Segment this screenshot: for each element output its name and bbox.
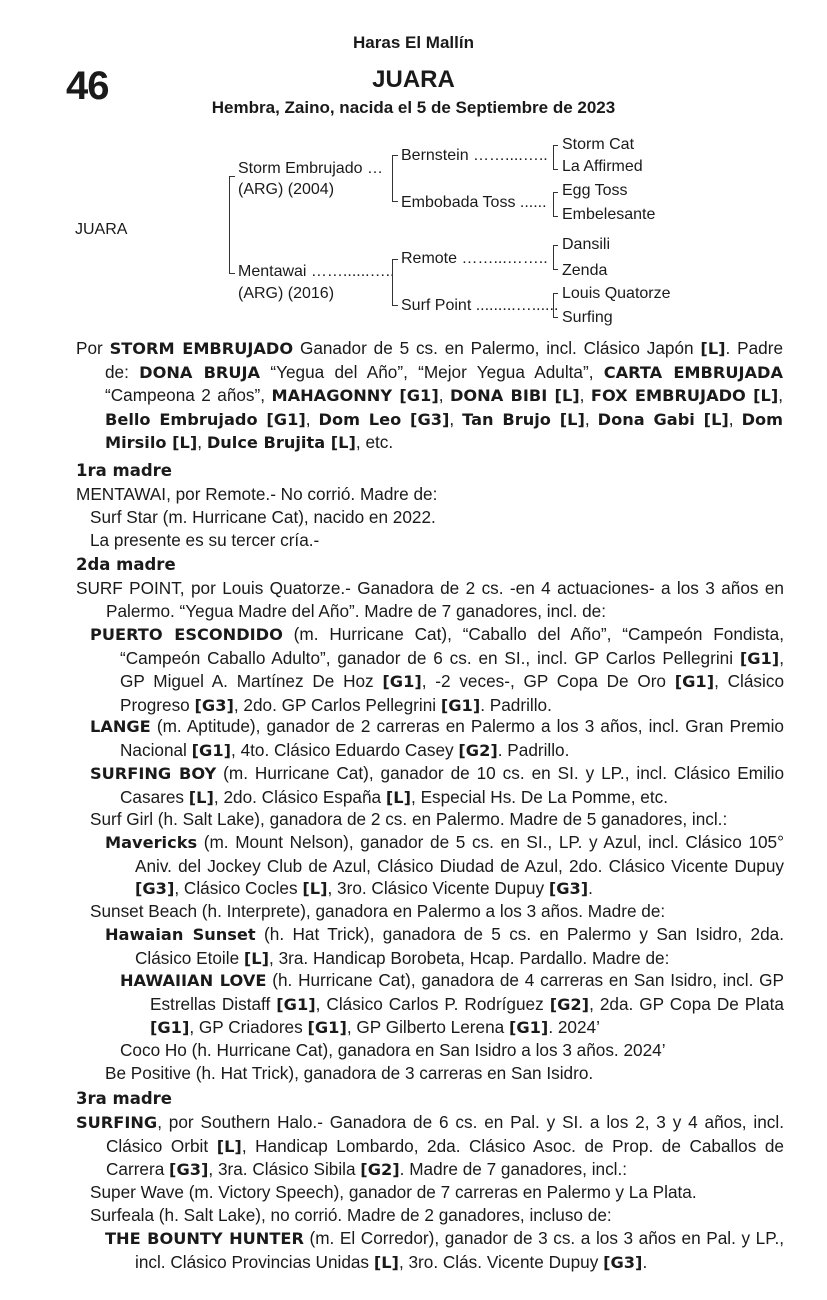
pedigree-tick [392,155,398,156]
text: “Campeona 2 años”, [105,385,272,406]
offspring: Dona Gabi [L] [597,409,729,429]
text: “Yegua del Año”, “Mejor Yegua Adulta”, [260,361,604,382]
first-dam-line: La presente es su tercer cría.- [90,530,320,550]
produce-entry: Super Wave (m. Victory Speech), ganador de 7 carreras en Palermo y La Plata. [90,1182,697,1202]
grade: [G3] [194,695,234,715]
sire-paragraph [76,337,783,455]
pedigree-dam-origin: (ARG) (2016) [238,285,335,302]
pedigree-tick [553,245,558,246]
grade: [G1] [382,672,422,692]
grade: [G2] [458,740,498,760]
pedigree-ddd: Surfing [562,309,613,326]
text: , [449,408,463,429]
grade: [G1] [674,672,715,692]
produce-entry [90,715,784,762]
produce-name: SURFING BOY [90,764,217,783]
pedigree-tick [553,145,558,146]
second-dam-intro: SURF POINT, por Louis Quatorze.- Ganadora de 2 cs. -en 4 actuaciones- a los 3 años en Palermo. “Yegua Madre del Año”. Madre de 7 ganadores, incl. de: [76,578,784,621]
text: . [588,878,593,899]
grade: [L] [216,1136,242,1156]
produce-entry: Be Positive (h. Hat Trick), ganadora de 3 carreras en San Isidro. [105,1063,594,1083]
grade: [G2] [549,994,590,1014]
pedigree-tick [392,259,398,260]
pedigree-dam: Mentawai ……......….. [238,263,395,280]
horse-description: Hembra, Zaino, nacida el 5 de Septiembre de 2023 [211,98,616,117]
grade: [L] [188,787,214,807]
grade: [G2] [360,1160,400,1180]
offspring: Dom Mirsilo [L] [105,409,783,453]
produce-entry: Surf Girl (h. Salt Lake), ganadora de 2 cs. en Palermo. Madre de 5 ganadores, incl.: [90,809,728,829]
grade: [G1] [276,994,316,1014]
produce-entry [105,1227,784,1274]
produce-name: LANGE [90,717,151,736]
pedigree-bracket [392,259,393,306]
pedigree-sire-dam: Embobada Toss ...... [401,194,547,211]
pedigree-tick [553,269,558,270]
grade: [G1] [508,1018,549,1038]
grade: [G3] [603,1252,643,1272]
text: , [197,432,207,453]
grade: [L] [700,339,726,358]
produce-entry [120,969,784,1040]
grade: [G3] [135,879,175,899]
offspring: MAHAGONNY [G1] [271,386,439,406]
first-dam-line: Surf Star (m. Hurricane Cat), nacido en 2022. [90,507,436,527]
produce-name: PUERTO ESCONDIDO [90,625,283,644]
produce-entry: Surfeala (h. Salt Lake), no corrió. Madre de 2 ganadores, incluso de: [90,1205,612,1225]
third-dam-entry [76,1111,784,1182]
grade: [G1] [150,1018,190,1038]
pedigree-tick [392,201,398,202]
grade: [G1] [739,648,780,668]
text: (m. Hurricane Cat), ganador de 10 cs. en SI. y LP., incl. Clásico Emilio Casares [120,763,785,807]
text: , Clásico Progreso [120,671,784,715]
produce-entry: Sunset Beach (h. Interprete), ganadora en Palermo a los 3 años. Madre de: [90,901,666,921]
text: . Padre de: [105,338,783,382]
produce-entry: Coco Ho (h. Hurricane Cat), ganadora en San Isidro a los 3 años. 2024’ [120,1040,666,1060]
text: . [642,1251,648,1272]
pedigree-tick [553,169,558,170]
pedigree-sss: Storm Cat [562,136,635,153]
text: (m. El Corredor), ganador de 3 cs. a los 3 años en Pal. y LP., incl. Clásico Provincias Unidas [135,1228,784,1272]
grade: [G1] [191,740,232,760]
lot-number: 46 [66,64,109,108]
pedigree-ssd: La Affirmed [562,158,643,175]
pedigree-bracket [553,245,554,270]
grade: [G3] [548,879,589,899]
produce-name: THE BOUNTY HUNTER [105,1229,304,1248]
pedigree-dds: Louis Quatorze [562,285,671,302]
text: , 2do. GP Carlos Pellegrini [233,694,441,715]
pedigree-dsd: Zenda [562,262,608,279]
offspring: Bello Embrujado [G1] [105,409,306,429]
pedigree-sire-sire: Bernstein ……....….. [401,147,548,164]
pedigree-sire: Storm Embrujado … [238,160,383,177]
pedigree-bracket [553,192,554,217]
offspring: DONA BRUJA [139,362,261,382]
produce-entry [90,762,784,809]
text: , -2 veces-, GP Copa De Oro [421,671,675,692]
second-dam-heading: 2da madre [76,555,176,574]
grade: [L] [302,879,328,899]
pedigree-sdd: Embelesante [562,206,656,223]
text: , 2do. Clásico España [213,786,386,807]
grade: [G3] [169,1160,209,1180]
text: , Clásico Carlos P. Rodríguez [315,993,550,1014]
text: , 3ro. Clás. Vicente Dupuy [398,1251,604,1272]
text: , [778,385,783,406]
text: (h. Hurricane Cat), ganadora de 4 carreras en San Isidro, incl. GP Estrellas Distaff [150,970,784,1014]
offspring: Tan Brujo [L] [462,409,585,429]
text: , por Southern Halo.- Ganadora de 6 cs. en Pal. y SI. a los 2, 3 y 4 años, incl. Clásico Orbit [106,1112,784,1156]
text: , [584,408,598,429]
text: . Padrillo. [497,739,570,760]
grade: [G1] [307,1018,347,1038]
text: , [438,385,450,406]
text: , GP Miguel A. Martínez De Hoz [120,647,784,692]
produce-entry [90,623,784,717]
grade: [G1] [440,695,481,715]
pedigree-tick [229,176,235,177]
third-dam-heading: 3ra madre [76,1089,172,1108]
pedigree-tick [553,216,558,217]
text: , Clásico Cocles [174,878,303,899]
text: , [579,385,591,406]
sire-prefix: Por [76,338,103,358]
produce-name: Hawaian Sunset [105,925,256,944]
pedigree-bracket [392,155,393,202]
offspring: Dom Leo [G3] [318,409,450,429]
text: , 3ra. Handicap Borobeta, Hcap. Pardallo. Madre de: [269,947,670,968]
text: , 4to. Clásico Eduardo Casey [231,739,459,760]
text: , [728,408,742,429]
pedigree-tick [553,192,558,193]
offspring: FOX EMBRUJADO [L] [590,386,779,406]
pedigree-dam-dam: Surf Point .........…...... [401,297,559,314]
text: (m. Mount Nelson), ganador de 5 cs. en SI., LP. y Azul, incl. Clásico 105° Aniv. del Jockey Club de Azul, Clásico Diudad de Azul, 2do. Clásico Vicente Dupuy [135,832,784,876]
pedigree-tick [553,317,558,318]
text: . 2024’ [548,1017,600,1038]
text: , 2da. GP Copa De Plata [589,993,784,1014]
pedigree-tick [392,305,398,306]
text: Ganador de 5 cs. en Palermo, incl. Clásico Japón [293,338,701,358]
pedigree-subject: JUARA [75,221,128,238]
pedigree-dam-sire: Remote ……...…….. [401,250,548,267]
text: . Madre de 7 ganadores, incl.: [399,1159,628,1180]
text: , GP Gilberto Lerena [346,1017,509,1038]
grade: [L] [243,948,270,968]
produce-entry [105,831,784,901]
text: . Padrillo. [480,694,552,715]
text: , 3ra. Clásico Sibila [208,1159,361,1180]
text: (h. Hat Trick), ganadora de 5 cs. en Palermo y San Isidro, 2da. Clásico Etoile [135,924,785,968]
produce-name: Mavericks [105,833,198,852]
first-dam-line: MENTAWAI, por Remote.- No corrió. Madre de: [76,484,438,504]
horse-name: JUARA [372,66,455,93]
offspring: Dulce Brujita [L] [206,433,356,453]
text: , Handicap Lombardo, 2da. Clásico Asoc. de Prop. de Caballos de Carrera [106,1135,784,1180]
pedigree-bracket [229,176,230,274]
offspring: DONA BIBI [L] [449,386,580,406]
text: , 3ro. Clásico Vicente Dupuy [327,878,549,899]
produce-name: SURFING [76,1113,158,1132]
grade: [L] [373,1252,399,1272]
grade: [L] [385,787,412,807]
text: (m. Hurricane Cat), “Caballo del Año”, “Campeón Fondista, “Campeón Caballo Adulto”, ganador de 6 cs. en SI., incl. GP Carlos Pellegrini [120,624,784,668]
pedigree-tick [229,273,235,274]
farm-name: Haras El Mallín [353,33,474,52]
pedigree-sds: Egg Toss [562,182,628,199]
sire-name: STORM EMBRUJADO [109,339,294,358]
first-dam-heading: 1ra madre [76,461,172,480]
pedigree-tick [553,293,558,294]
pedigree-sire-origin: (ARG) (2004) [238,181,335,198]
pedigree-dss: Dansili [562,236,611,253]
pedigree-bracket [553,145,554,170]
produce-entry [105,923,784,970]
offspring: CARTA EMBRUJADA [603,362,783,382]
text: (m. Aptitude), ganador de 2 carreras en Palermo a los 3 años, incl. Gran Premio Nacional [120,716,784,760]
text: , Especial Hs. De La Pomme, etc. [411,786,668,807]
text: , GP Criadores [189,1017,308,1038]
produce-name: HAWAIIAN LOVE [120,971,267,990]
pedigree-bracket [553,293,554,318]
text: , [305,408,319,429]
text: , etc. [355,432,394,453]
